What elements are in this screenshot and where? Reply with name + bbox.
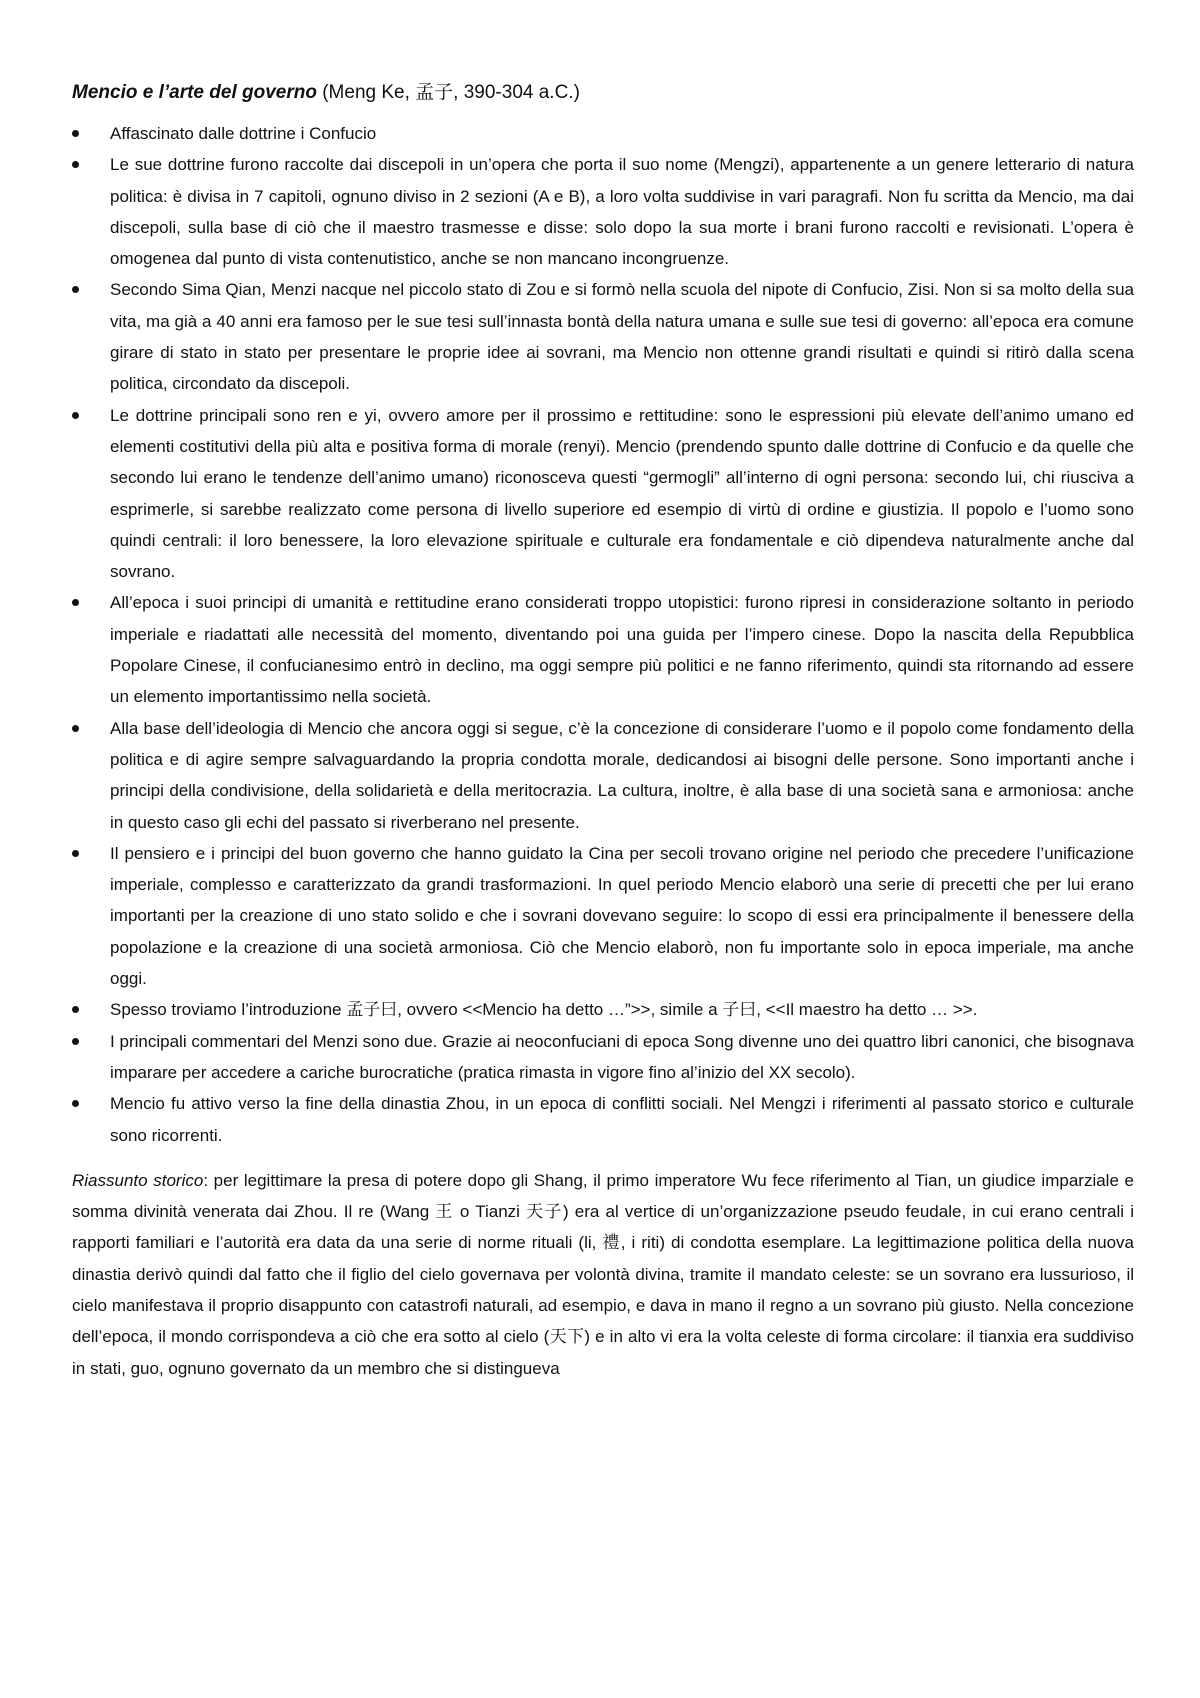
bullet-icon (72, 1100, 79, 1107)
document-title (72, 78, 1134, 108)
list-item-text: All’epoca i suoi principi di umanità e rettitudine erano considerati troppo utopistici: furono ripresi in considerazione soltanto in periodo imperiale e riadattati alle necessità del momento, diventando poi una guida per l’impero cinese. Dopo la nascita della Repubblica Popolare Cinese, il confucianesimo entrò in declino, ma oggi sempre più politici e ne fanno riferimento, quindi sta ritornando ad essere un elemento importantissimo nella società. (110, 593, 1134, 707)
summary-text: : per legittimare la presa di potere dopo gli Shang, il primo imperatore Wu fece riferimento al Tian, un giudice imparziale e somma divinità venerata dai Zhou. Il re (Wang 王 o Tianzi 天子) era al vertice di un’organizzazione pseudo feudale, in cui erano centrali i rapporti familiari e l’autorità era data da una serie di norme rituali (li, 禮, i riti) di condotta esemplare. La legittimazione politica della nuova dinastia derivò quindi dal fatto che il figlio del cielo governava per volontà divina, tramite il mandato celeste: se un sovrano era lussurioso, il cielo manifestava il proprio disappunto con catastrofi naturali, ad esempio, e dava in mano il regno a un sovrano più giusto. Nella concezione dell’epoca, il mondo corrispondeva a ciò che era sotto al cielo (天下) e in alto vi era la volta celeste di forma circolare: il tianxia era suddiviso in stati, guo, ognuno governato da un membro che si distingueva (72, 1170, 1134, 1378)
list-item (72, 587, 1134, 712)
list-item (72, 1026, 1134, 1089)
summary-lead: Riassunto storico (72, 1170, 204, 1190)
list-item-text: Alla base dell’ideologia di Mencio che ancora oggi si segue, c’è la concezione di considerare l’uomo e il popolo come fondamento della politica e di agire sempre salvaguardando la propria condotta morale, dedicandosi ai bisogni delle persone. Sono importanti anche i principi della condivisione, della solidarietà e della meritocrazia. La cultura, inoltre, è alla base di una società sana e armoniosa: anche in questo caso gli echi del passato si riverberano nel presente. (110, 718, 1134, 832)
list-item-text: Secondo Sima Qian, Menzi nacque nel piccolo stato di Zou e si formò nella scuola del nipote di Confucio, Zisi. Non si sa molto della sua vita, ma già a 40 anni era famoso per le sue tesi sull’innasta bontà della natura umana e sulle sue tesi di governo: all’epoca era comune girare di stato in stato per presentare le proprie idee ai sovrani, ma Mencio non ottenne grandi risultati e quindi si ritirò dalla scena politica, circondato da discepoli. (110, 280, 1134, 394)
list-item-text: I principali commentari del Menzi sono due. Grazie ai neoconfuciani di epoca Song divenne uno dei quattro libri canonici, che bisognava imparare per accedere a cariche burocratiche (pratica rimasta in vigore fino al’inizio del XX secolo). (110, 1031, 1134, 1082)
historical-summary-paragraph (72, 1165, 1134, 1384)
list-item (72, 274, 1134, 399)
list-item (72, 838, 1134, 994)
title-subtitle: (Meng Ke, 孟子, 390-304 a.C.) (316, 82, 580, 103)
list-item-text: Le dottrine principali sono ren e yi, ovvero amore per il prossimo e rettitudine: sono le espressioni più elevate dell’animo umano ed elementi costitutivi della più alta e positiva forma di morale (renyi). Mencio (prendendo spunto dalle dottrine di Confucio e da quelle che secondo lui erano le tendenze dell’animo umano) riconosceva questi “germogli” all’interno di ogni persona: secondo lui, chi riusciva a esprimerle, si sarebbe realizzato come persona di livello superiore ed esempio di virtù di ordine e giustizia. Il popolo e l’uomo sono quindi centrali: il loro benessere, la loro elevazione spirituale e culturale era fondamentale e ciò dipendeva naturalmente anche dal sovrano. (110, 405, 1134, 582)
list-item (72, 149, 1134, 274)
bullet-icon (72, 130, 79, 137)
title-main: Mencio e l’arte del governo (72, 82, 317, 103)
bullet-icon (72, 850, 79, 857)
bullet-icon (72, 286, 79, 293)
list-item-text: Spesso troviamo l’introduzione 孟子曰, ovvero <<Mencio ha detto …”>>, simile a 子曰, <<Il maestro ha detto … >>. (110, 1000, 978, 1020)
list-item (72, 1088, 1134, 1151)
bullet-icon (72, 412, 79, 419)
bullet-icon (72, 1038, 79, 1045)
list-item-text: Le sue dottrine furono raccolte dai discepoli in un’opera che porta il suo nome (Mengzi), appartenente a un genere letterario di natura politica: è divisa in 7 capitoli, ognuno diviso in 2 sezioni (A e B), a loro volta suddivise in vari paragrafi. Non fu scritta da Mencio, ma dai discepoli, sulla base di ciò che il maestro trasmesse e disse: solo dopo la sua morte i brani furono raccolti e revisionati. L’opera è omogenea dal punto di vista contenutistico, anche se non mancano incongruenze. (110, 155, 1134, 269)
list-item-text: Mencio fu attivo verso la fine della dinastia Zhou, in un epoca di conflitti sociali. Nel Mengzi i riferimenti al passato storico e culturale sono ricorrenti. (110, 1094, 1134, 1145)
bullet-icon (72, 161, 79, 168)
list-item-text: Affascinato dalle dottrine i Confucio (110, 124, 377, 143)
document-page (72, 78, 1134, 1401)
list-item (72, 118, 1134, 149)
list-item (72, 994, 1134, 1025)
bullet-icon (72, 599, 79, 606)
list-item (72, 400, 1134, 588)
list-item (72, 713, 1134, 838)
bullet-icon (72, 725, 79, 732)
bullet-icon (72, 1006, 79, 1013)
bullet-list (72, 118, 1134, 1151)
list-item-text: Il pensiero e i principi del buon governo che hanno guidato la Cina per secoli trovano origine nel periodo che precedere l’unificazione imperiale, complesso e caratterizzato da grandi trasformazioni. In quel periodo Mencio elaborò una serie di precetti che per lui erano importanti per la creazione di uno stato solido e che i sovrani dovevano seguire: lo scopo di essi era principalmente il benessere della popolazione e la creazione di una società armoniosa. Ciò che Mencio elaborò, non fu importante solo in epoca imperiale, ma anche oggi. (110, 843, 1134, 989)
